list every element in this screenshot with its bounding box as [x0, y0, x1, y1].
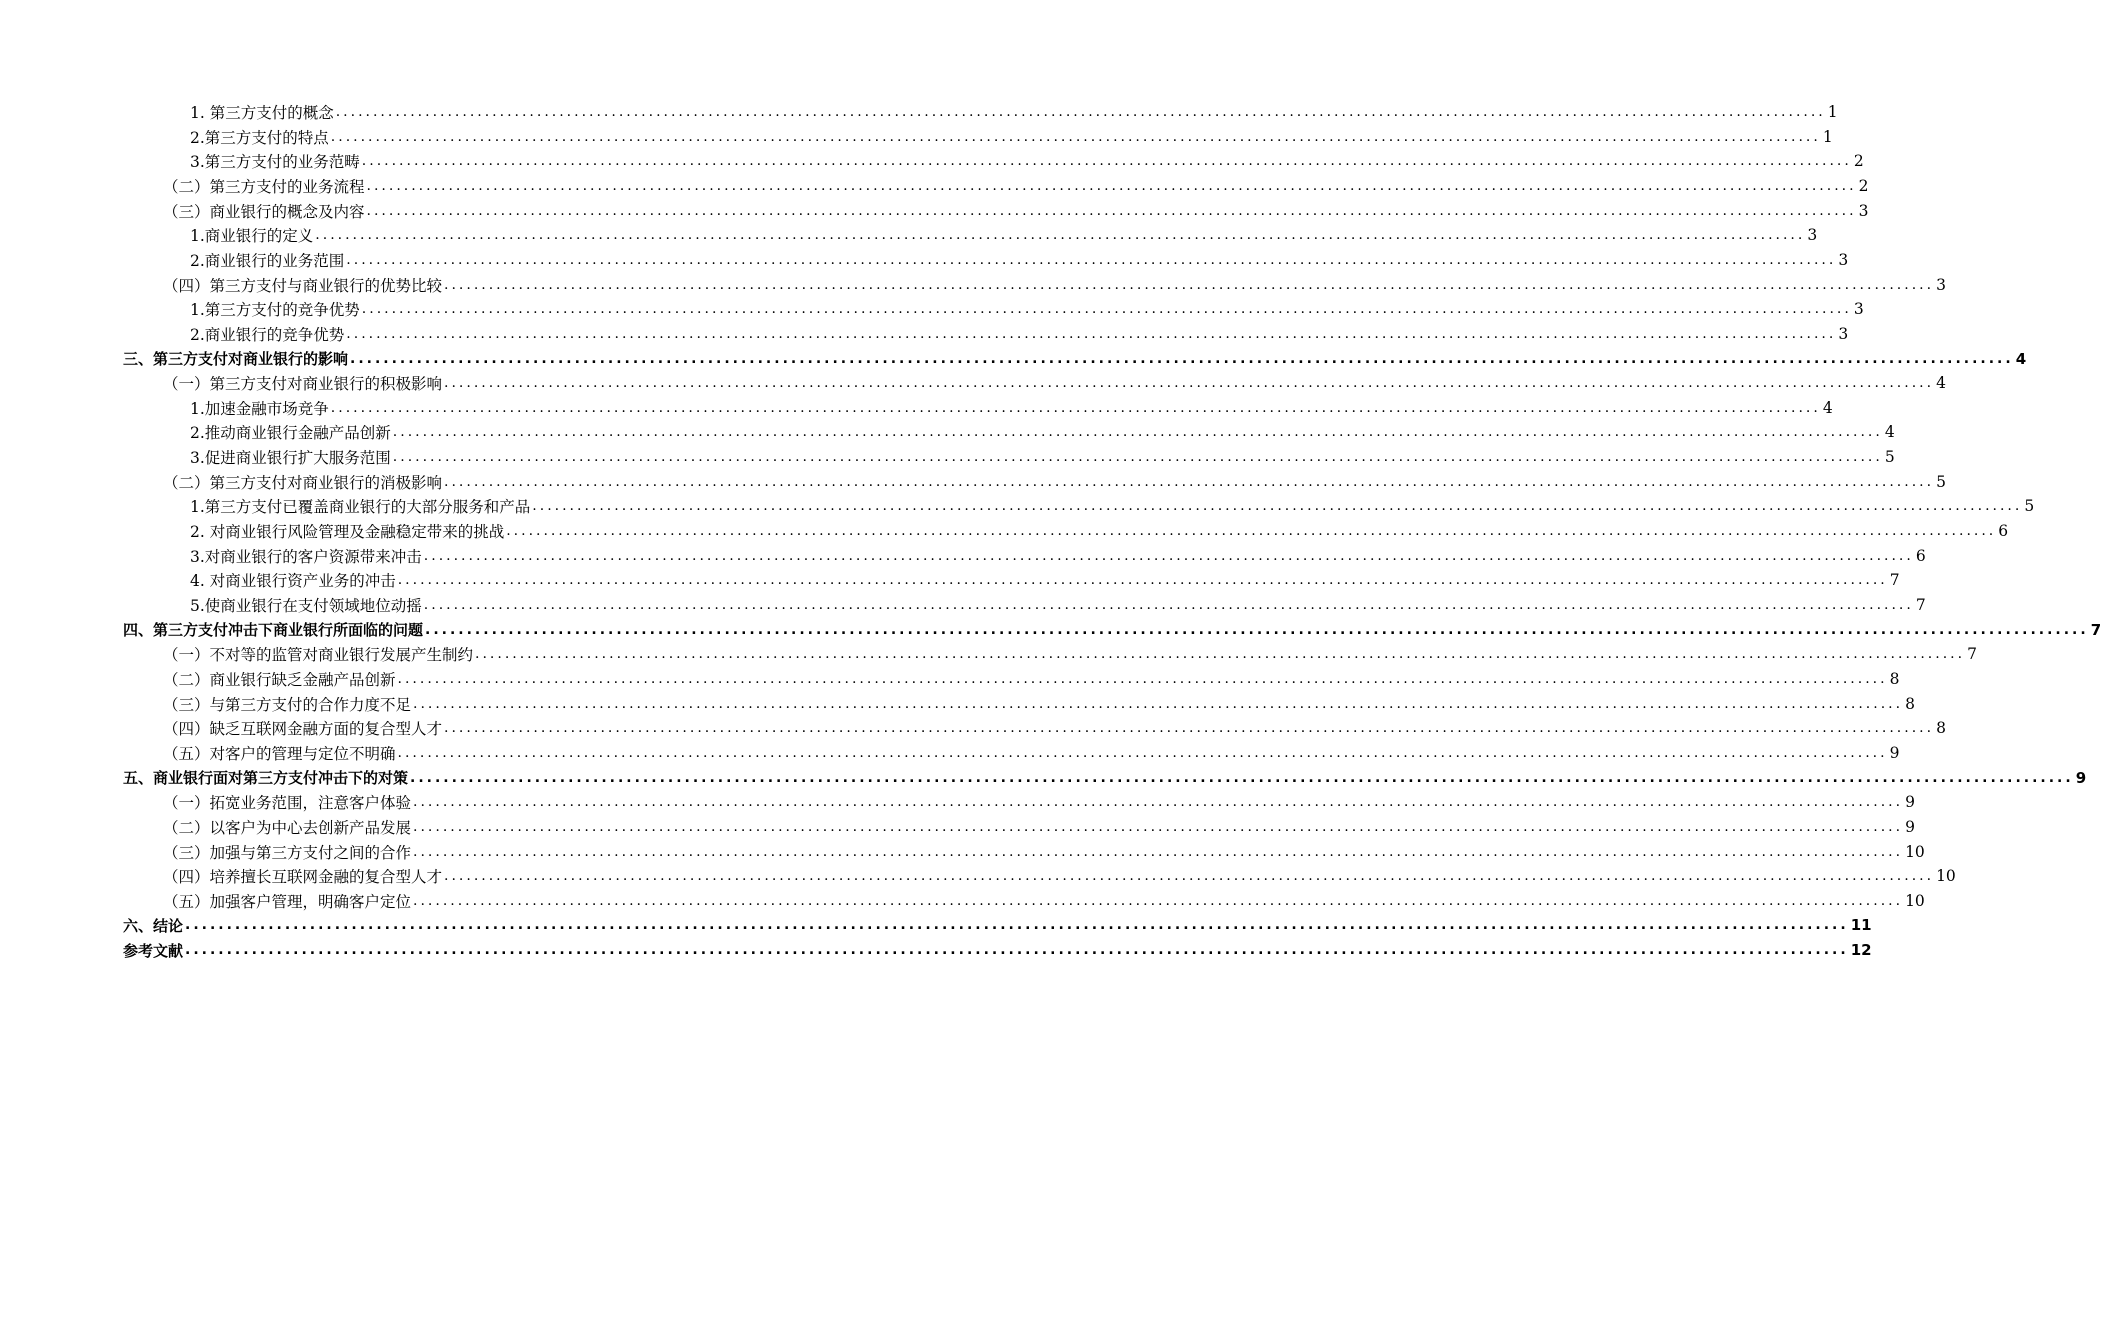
toc-entry-label: 1.第三方支付的竞争优势 — [190, 301, 360, 320]
toc-entry[interactable] — [190, 322, 1849, 346]
toc-entry-label: 1.加速金融市场竞争 — [190, 399, 329, 418]
toc-entry-page-number: 3 — [1858, 201, 1869, 220]
toc-entry-label: （一）第三方支付对商业银行的积极影响 — [163, 375, 443, 394]
toc-entry-page-number: 8 — [1889, 669, 1900, 688]
toc-entry-page-number: 10 — [1936, 867, 1956, 886]
toc-entry[interactable] — [190, 396, 1833, 420]
toc-entry-label: 4. 对商业银行资产业务的冲击 — [190, 572, 396, 591]
toc-dot-leader: ........................................................................................................................................................................................................ — [346, 251, 1837, 268]
toc-entry-label: 四、第三方支付冲击下商业银行所面临的问题 — [123, 621, 424, 640]
toc-entry-label: （二）以客户为中心去创新产品发展 — [163, 818, 412, 837]
toc-entry[interactable] — [190, 494, 2035, 518]
toc-dot-leader: ........................................................................................................................................................................................................ — [361, 301, 1852, 318]
toc-entry-page-number: 9 — [1905, 817, 1915, 836]
toc-dot-leader: ........................................................................................................................................................................................................ — [423, 597, 1914, 613]
toc-entry-page-number: 8 — [1936, 719, 1946, 738]
toc-entry-page-number: 6 — [1998, 522, 2009, 541]
toc-entry[interactable] — [163, 864, 1956, 888]
toc-entry-label: （一）不对等的监管对商业银行发展产生制约 — [163, 646, 474, 665]
toc-entry[interactable] — [163, 371, 1946, 395]
toc-entry[interactable] — [163, 815, 1915, 839]
toc-entry-page-number: 3 — [1838, 324, 1849, 343]
toc-entry-label: 1. 第三方支付的概念 — [190, 104, 334, 122]
toc-entry[interactable] — [190, 593, 1926, 617]
toc-dot-leader: ........................................................................................................................................................................................................ — [413, 695, 1904, 712]
toc-entry-page-number: 4 — [1936, 374, 1946, 393]
toc-entry-label: 3.促进商业银行扩大服务范围 — [190, 449, 391, 468]
toc-entry[interactable] — [163, 790, 1915, 814]
toc-dot-leader: ........................................................................................................................................................................................................ — [423, 547, 1914, 564]
toc-dot-leader: ........................................................................................................................................................................................................ — [366, 202, 1857, 219]
toc-dot-leader: ........................................................................................................................................................................................................ — [444, 868, 1935, 885]
toc-entry-page-number: 9 — [2075, 768, 2087, 787]
toc-dot-leader: ........................................................................................................................................................................................................ — [315, 227, 1806, 244]
toc-dot-leader: ........................................................................................................................................................................................................ — [350, 350, 2014, 367]
toc-entry[interactable] — [190, 297, 1864, 321]
toc-entry-label: （四）第三方支付与商业银行的优势比较 — [163, 276, 443, 295]
toc-dot-leader: ........................................................................................................................................................................................................ — [413, 843, 1904, 860]
toc-entry-label: （三）与第三方支付的合作力度不足 — [163, 695, 412, 714]
toc-dot-leader: ........................................................................................................................................................................................................ — [185, 942, 1849, 959]
toc-entry[interactable] — [163, 667, 1900, 691]
toc-dot-leader: ........................................................................................................................................................................................................ — [444, 276, 1935, 293]
toc-dot-leader: ........................................................................................................................................................................................................ — [397, 744, 1888, 761]
toc-entry-label: （二）第三方支付的业务流程 — [163, 177, 365, 196]
toc-entry-page-number: 4 — [2015, 349, 2027, 368]
toc-entry-label: （四）缺乏互联网金融方面的复合型人才 — [163, 720, 443, 739]
toc-entry-page-number: 1 — [1827, 103, 1838, 121]
toc-entry[interactable] — [190, 568, 1900, 592]
toc-entry-label: （五）对客户的管理与定位不明确 — [163, 744, 396, 763]
toc-entry-label: 2.推动商业银行金融产品创新 — [190, 424, 391, 443]
toc-entry[interactable] — [163, 889, 1925, 913]
toc-entry[interactable] — [190, 445, 1895, 469]
toc-dot-leader: ........................................................................................................................................................................................................ — [392, 424, 1883, 441]
toc-entry[interactable] — [190, 125, 1833, 149]
toc-entry[interactable] — [163, 199, 1869, 223]
toc-entry-label: （三）商业银行的概念及内容 — [163, 202, 365, 221]
toc-entry[interactable] — [163, 840, 1925, 864]
toc-entry-label: （五）加强客户管理，明确客户定位 — [163, 892, 412, 911]
toc-dot-leader: ........................................................................................................................................................................................................ — [413, 892, 1904, 909]
toc-dot-leader: ........................................................................................................................................................................................................ — [425, 621, 2089, 638]
toc-dot-leader: ........................................................................................................................................................................................................ — [444, 720, 1935, 737]
toc-entry[interactable] — [190, 544, 1926, 568]
toc-dot-leader: ........................................................................................................................................................................................................ — [410, 769, 2074, 786]
toc-entry[interactable] — [123, 913, 1872, 937]
toc-entry-label: （二）商业银行缺乏金融产品创新 — [163, 670, 396, 689]
toc-dot-leader: ........................................................................................................................................................................................................ — [413, 794, 1904, 811]
toc-dot-leader: ........................................................................................................................................................................................................ — [397, 670, 1888, 687]
toc-entry-page-number: 5 — [2024, 497, 2035, 516]
toc-entry-page-number: 10 — [1905, 842, 1925, 861]
toc-entry-page-number: 9 — [1889, 743, 1900, 762]
toc-entry[interactable] — [123, 938, 1872, 962]
toc-entry-label: 1.商业银行的定义 — [190, 227, 314, 246]
toc-entry[interactable] — [123, 766, 2087, 790]
toc-entry-label: （一）拓宽业务范围，注意客户体验 — [163, 794, 412, 813]
toc-dot-leader: ........................................................................................................................................................................................................ — [444, 375, 1935, 392]
toc-dot-leader: ........................................................................................................................................................................................................ — [366, 177, 1857, 194]
toc-entry-page-number: 12 — [1850, 941, 1872, 960]
toc-entry[interactable] — [163, 470, 1946, 494]
toc-entry-label: 2. 对商业银行风险管理及金融稳定带来的挑战 — [190, 523, 505, 542]
toc-dot-leader: ........................................................................................................................................................................................................ — [392, 449, 1883, 466]
toc-entry-label: 3.第三方支付的业务范畴 — [190, 153, 360, 172]
toc-entry[interactable] — [123, 347, 2027, 371]
toc-entry[interactable] — [163, 716, 1946, 740]
toc-entry[interactable] — [190, 248, 1849, 272]
toc-entry-page-number: 8 — [1905, 694, 1915, 713]
toc-dot-leader: ........................................................................................................................................................................................................ — [185, 917, 1849, 934]
toc-dot-leader: ........................................................................................................................................................................................................ — [330, 128, 1821, 145]
toc-dot-leader: ........................................................................................................................................................................................................ — [397, 572, 1888, 589]
toc-entry-page-number: 3 — [1853, 300, 1864, 319]
toc-dot-leader: ........................................................................................................................................................................................................ — [475, 646, 1966, 663]
toc-entry-page-number: 7 — [1915, 596, 1926, 614]
toc-dot-leader: ........................................................................................................................................................................................................ — [361, 153, 1852, 170]
toc-entry-label: 2.商业银行的业务范围 — [190, 251, 345, 270]
toc-entry[interactable] — [163, 642, 1977, 666]
toc-dot-leader: ........................................................................................................................................................................................................ — [346, 325, 1837, 342]
toc-entry[interactable] — [123, 618, 2101, 642]
toc-entry[interactable] — [190, 420, 1895, 444]
toc-entry-label: 2.第三方支付的特点 — [190, 128, 329, 147]
toc-entry[interactable] — [190, 519, 2009, 543]
toc-entry-page-number: 5 — [1936, 472, 1946, 491]
toc-entry[interactable] — [163, 174, 1869, 198]
toc-entry-label: 3.对商业银行的客户资源带来冲击 — [190, 547, 422, 566]
toc-entry-page-number: 9 — [1905, 793, 1915, 812]
toc-entry-label: （三）加强与第三方支付之间的合作 — [163, 843, 412, 862]
toc-dot-leader: ........................................................................................................................................................................................................ — [330, 399, 1821, 416]
toc-dot-leader: ........................................................................................................................................................................................................ — [532, 498, 2023, 515]
toc-entry-label: 2.商业银行的竞争优势 — [190, 325, 345, 344]
toc-dot-leader: ........................................................................................................................................................................................................ — [413, 818, 1904, 835]
toc-entry-page-number: 7 — [2090, 620, 2101, 639]
toc-entry-page-number: 10 — [1905, 891, 1925, 910]
toc-entry-page-number: 7 — [1967, 645, 1977, 664]
toc-entry-page-number: 5 — [1884, 448, 1895, 467]
toc-entry-page-number: 11 — [1850, 916, 1872, 935]
toc-entry-label: 5.使商业银行在支付领域地位动摇 — [190, 597, 422, 615]
toc-entry-page-number: 2 — [1858, 176, 1869, 195]
toc-dot-leader: ........................................................................................................................................................................................................ — [506, 523, 1997, 540]
toc-entry-label: 三、第三方支付对商业银行的影响 — [123, 350, 349, 368]
toc-entry[interactable] — [163, 741, 1900, 765]
toc-entry-page-number: 3 — [1838, 250, 1849, 269]
toc-entry[interactable] — [163, 692, 1915, 716]
toc-entry-page-number: 1 — [1822, 127, 1833, 146]
toc-dot-leader: ........................................................................................................................................................................................................ — [335, 104, 1826, 120]
toc-entry-label: 1.第三方支付已覆盖商业银行的大部分服务和产品 — [190, 498, 531, 517]
toc-entry-page-number: 3 — [1936, 275, 1946, 294]
toc-entry-label: 六、结论 — [123, 916, 184, 935]
toc-entry[interactable] — [190, 100, 1838, 124]
toc-entry-page-number: 6 — [1915, 546, 1926, 565]
toc-entry-page-number: 7 — [1889, 571, 1900, 590]
toc-entry-label: （四）培养擅长互联网金融的复合型人才 — [163, 868, 443, 887]
toc-entry-page-number: 3 — [1807, 226, 1818, 245]
toc-entry-page-number: 4 — [1822, 398, 1833, 417]
toc-entry[interactable] — [190, 223, 1818, 247]
toc-entry-label: 参考文献 — [123, 941, 184, 960]
toc-dot-leader: ........................................................................................................................................................................................................ — [444, 473, 1935, 490]
toc-entry-page-number: 4 — [1884, 423, 1895, 442]
toc-entry[interactable] — [190, 149, 1864, 173]
toc-entry[interactable] — [163, 273, 1946, 297]
toc-entry-page-number: 2 — [1853, 152, 1864, 171]
toc-entry-label: （二）第三方支付对商业银行的消极影响 — [163, 473, 443, 492]
toc-entry-label: 五、商业银行面对第三方支付冲击下的对策 — [123, 769, 409, 788]
